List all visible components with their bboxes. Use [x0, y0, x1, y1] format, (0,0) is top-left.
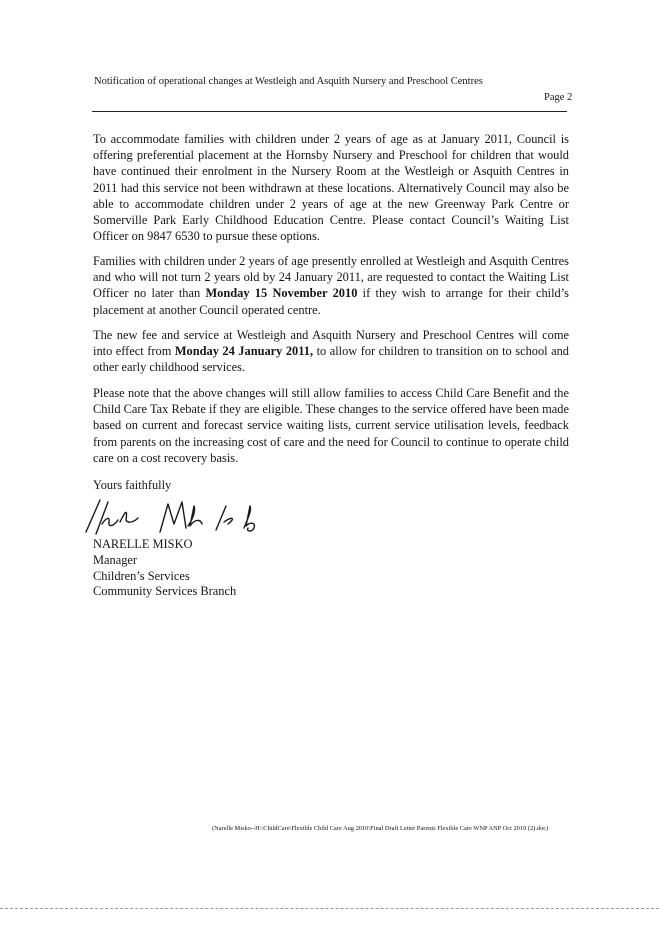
- signatory-branch: Community Services Branch: [93, 584, 237, 599]
- header-title: Notification of operational changes at Westleigh and Asquith Nursery and Preschool Centres: [94, 76, 483, 87]
- file-reference: (Narelle Misko--H:\ChildCare\Flexible Child Care Aug 2010\Final Draft Letter Parents Flexible Care WNP ANP Oct 2010 (2).doc): [212, 825, 549, 832]
- handwritten-signature: [76, 492, 266, 540]
- signature-block: [93, 537, 236, 600]
- deadline-date: Monday 15 November 2010: [205, 286, 358, 301]
- paragraph-under-two-placement: To accommodate families with children under 2 years of age as at January 2011, Council is offering preferential placement at the Hornsby Nursery and Preschool for children that would have continued their enrolment in the Nursery Room at the Westleigh or Asquith Centres in 2011 had this service not been withdrawn at these locations. Alternatively Council may also be able to accommodate children under 2 years of age at the new Greenway Park Centre or Somerville Park Early Childhood Education Centre. Please contact Council’s Waiting List Officer on 9847 6530 to pursue these options.: [93, 132, 569, 244]
- effective-date: Monday 24 January 2011,: [174, 344, 314, 359]
- paragraph-effective-date: [93, 327, 569, 376]
- closing-salutation: Yours faithfully: [93, 478, 172, 492]
- header-divider: [92, 111, 567, 112]
- paragraph-text: The new fee and service at Westleigh and Asquith Nursery and Preschool Centres will come into effect from: [93, 328, 569, 359]
- paragraph-text: to allow for children to transition on to school and other early childhood services.: [93, 344, 569, 375]
- signatory-role: Manager: [93, 552, 138, 567]
- paragraph-text: Families with children under 2 years of age presently enrolled at Westleigh and Asquith Centres and who will not turn 2 years old by 24 January 2011, are requested to contact the Waiting List Officer no later than: [93, 254, 569, 301]
- page-number: Page 2: [544, 92, 573, 103]
- signatory-department: Children’s Services: [93, 568, 190, 583]
- signatory-name: NARELLE MISKO: [93, 537, 193, 551]
- paragraph-text: if they wish to arrange for their child’s placement at another Council operated centre.: [93, 286, 569, 317]
- paragraph-child-care-benefit: Please note that the above changes will still allow families to access Child Care Benefit and the Child Care Tax Rebate if they are eligible. These changes to the service offered have been made based on current and forecast service waiting lists, current service utilisation levels, feedback from parents on the increasing cost of care and the need for Council to continue to operate child care on a cost recovery basis.: [93, 386, 569, 465]
- paragraph-enrolled-families: [93, 253, 569, 318]
- bottom-divider: [0, 908, 659, 909]
